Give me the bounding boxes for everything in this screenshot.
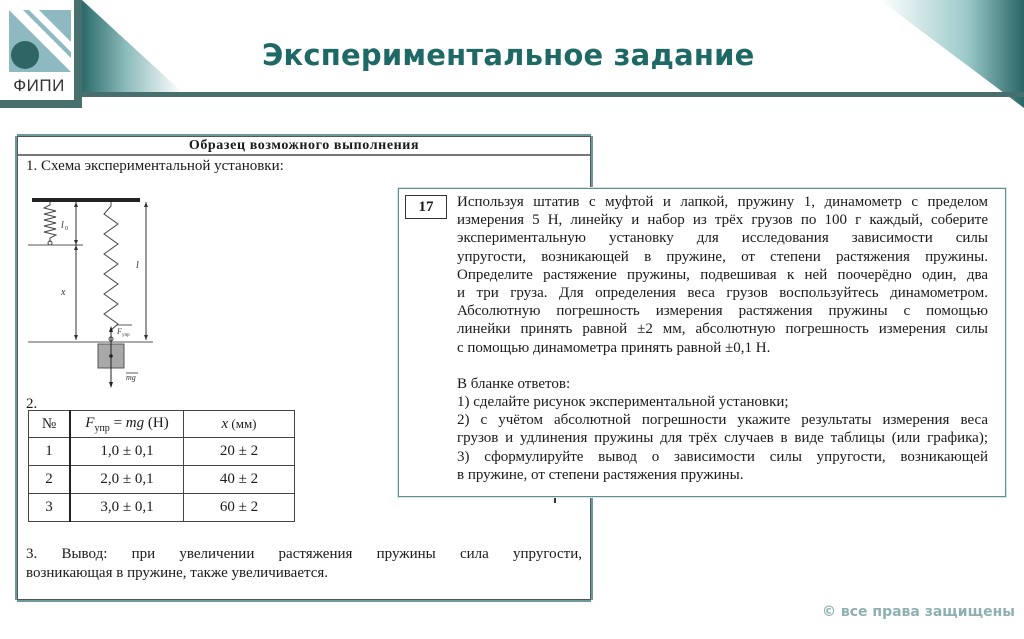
col-header-extension: x (мм) xyxy=(184,411,295,438)
header-divider xyxy=(0,92,1024,97)
spring-setup-diagram xyxy=(28,192,158,392)
svg-text:упр: упр xyxy=(122,333,130,338)
table-row: 1 1,0 ± 0,1 20 ± 2 xyxy=(29,438,295,466)
svg-text:0: 0 xyxy=(65,226,68,232)
header-gradient-left xyxy=(82,0,182,92)
l0-label: l xyxy=(61,220,64,231)
table-header-row xyxy=(29,411,295,438)
col-header-number: № xyxy=(29,411,71,438)
section-2-label: 2. xyxy=(26,396,38,412)
copyright-notice: © все права защищены xyxy=(822,604,1015,620)
mg-label: mg xyxy=(126,373,136,382)
logo-text: ФИПИ xyxy=(13,76,65,95)
fipi-logo xyxy=(0,0,82,108)
task-text xyxy=(457,193,988,484)
task-17-box xyxy=(398,188,1006,497)
table-row: 3 3,0 ± 0,1 60 ± 2 xyxy=(29,494,295,522)
fipi-logo-icon xyxy=(9,10,71,72)
section-3-conclusion: 3. Вывод: при увеличении растяжения пружины сила упругости, возникающая в пружине, также увеличивается. xyxy=(26,546,582,581)
table-row: 2 2,0 ± 0,1 40 ± 2 xyxy=(29,466,295,494)
section-1-label: 1. Схема экспериментальной установки: xyxy=(26,158,284,174)
task-paragraph-2: В бланке ответов: 1) сделайте рисунок экспериментальной установки; 2) с учётом абсолютной погрешности укажите результаты измерения веса грузов и удлинения пружины для трёх случаев в виде таблицы (или графика); 3) сформулируйте вывод о зависимости силы упругости, возникающей в пружине, от степени растяжения пружины. xyxy=(457,375,988,483)
sample-heading: Образец возможного выполнения xyxy=(18,137,590,156)
col-header-force: $F_{упр}$ = mg (Н) xyxy=(70,411,184,438)
x-label: x xyxy=(61,287,66,298)
task-paragraph-1: Используя штатив с муфтой и лапкой, пружину 1, динамометр с пределом измерения 5 Н, линейку и набор из трёх грузов по 100 г каждый, соберите экспериментальную установку для исследования зависимости силы упругости, возникающей в пружине, от степени растяжения пружины. Определите растяжение пружины, подвешивая к ней поочерёдно один, два и три груза. Для определения веса грузов воспользуйтесь динамометром. Абсолютную погрешность измерения растяжения пружины с помощью линейки принять равной ±2 мм, абсолютную погрешность измерения силы с помощью динамометра принять равной ±0,1 Н. xyxy=(457,194,988,356)
page-title: Экспериментальное задание xyxy=(262,38,755,72)
l-label: l xyxy=(136,260,139,271)
task-number: 17 xyxy=(405,195,447,219)
results-table xyxy=(28,410,295,522)
f-label: F xyxy=(117,327,122,336)
